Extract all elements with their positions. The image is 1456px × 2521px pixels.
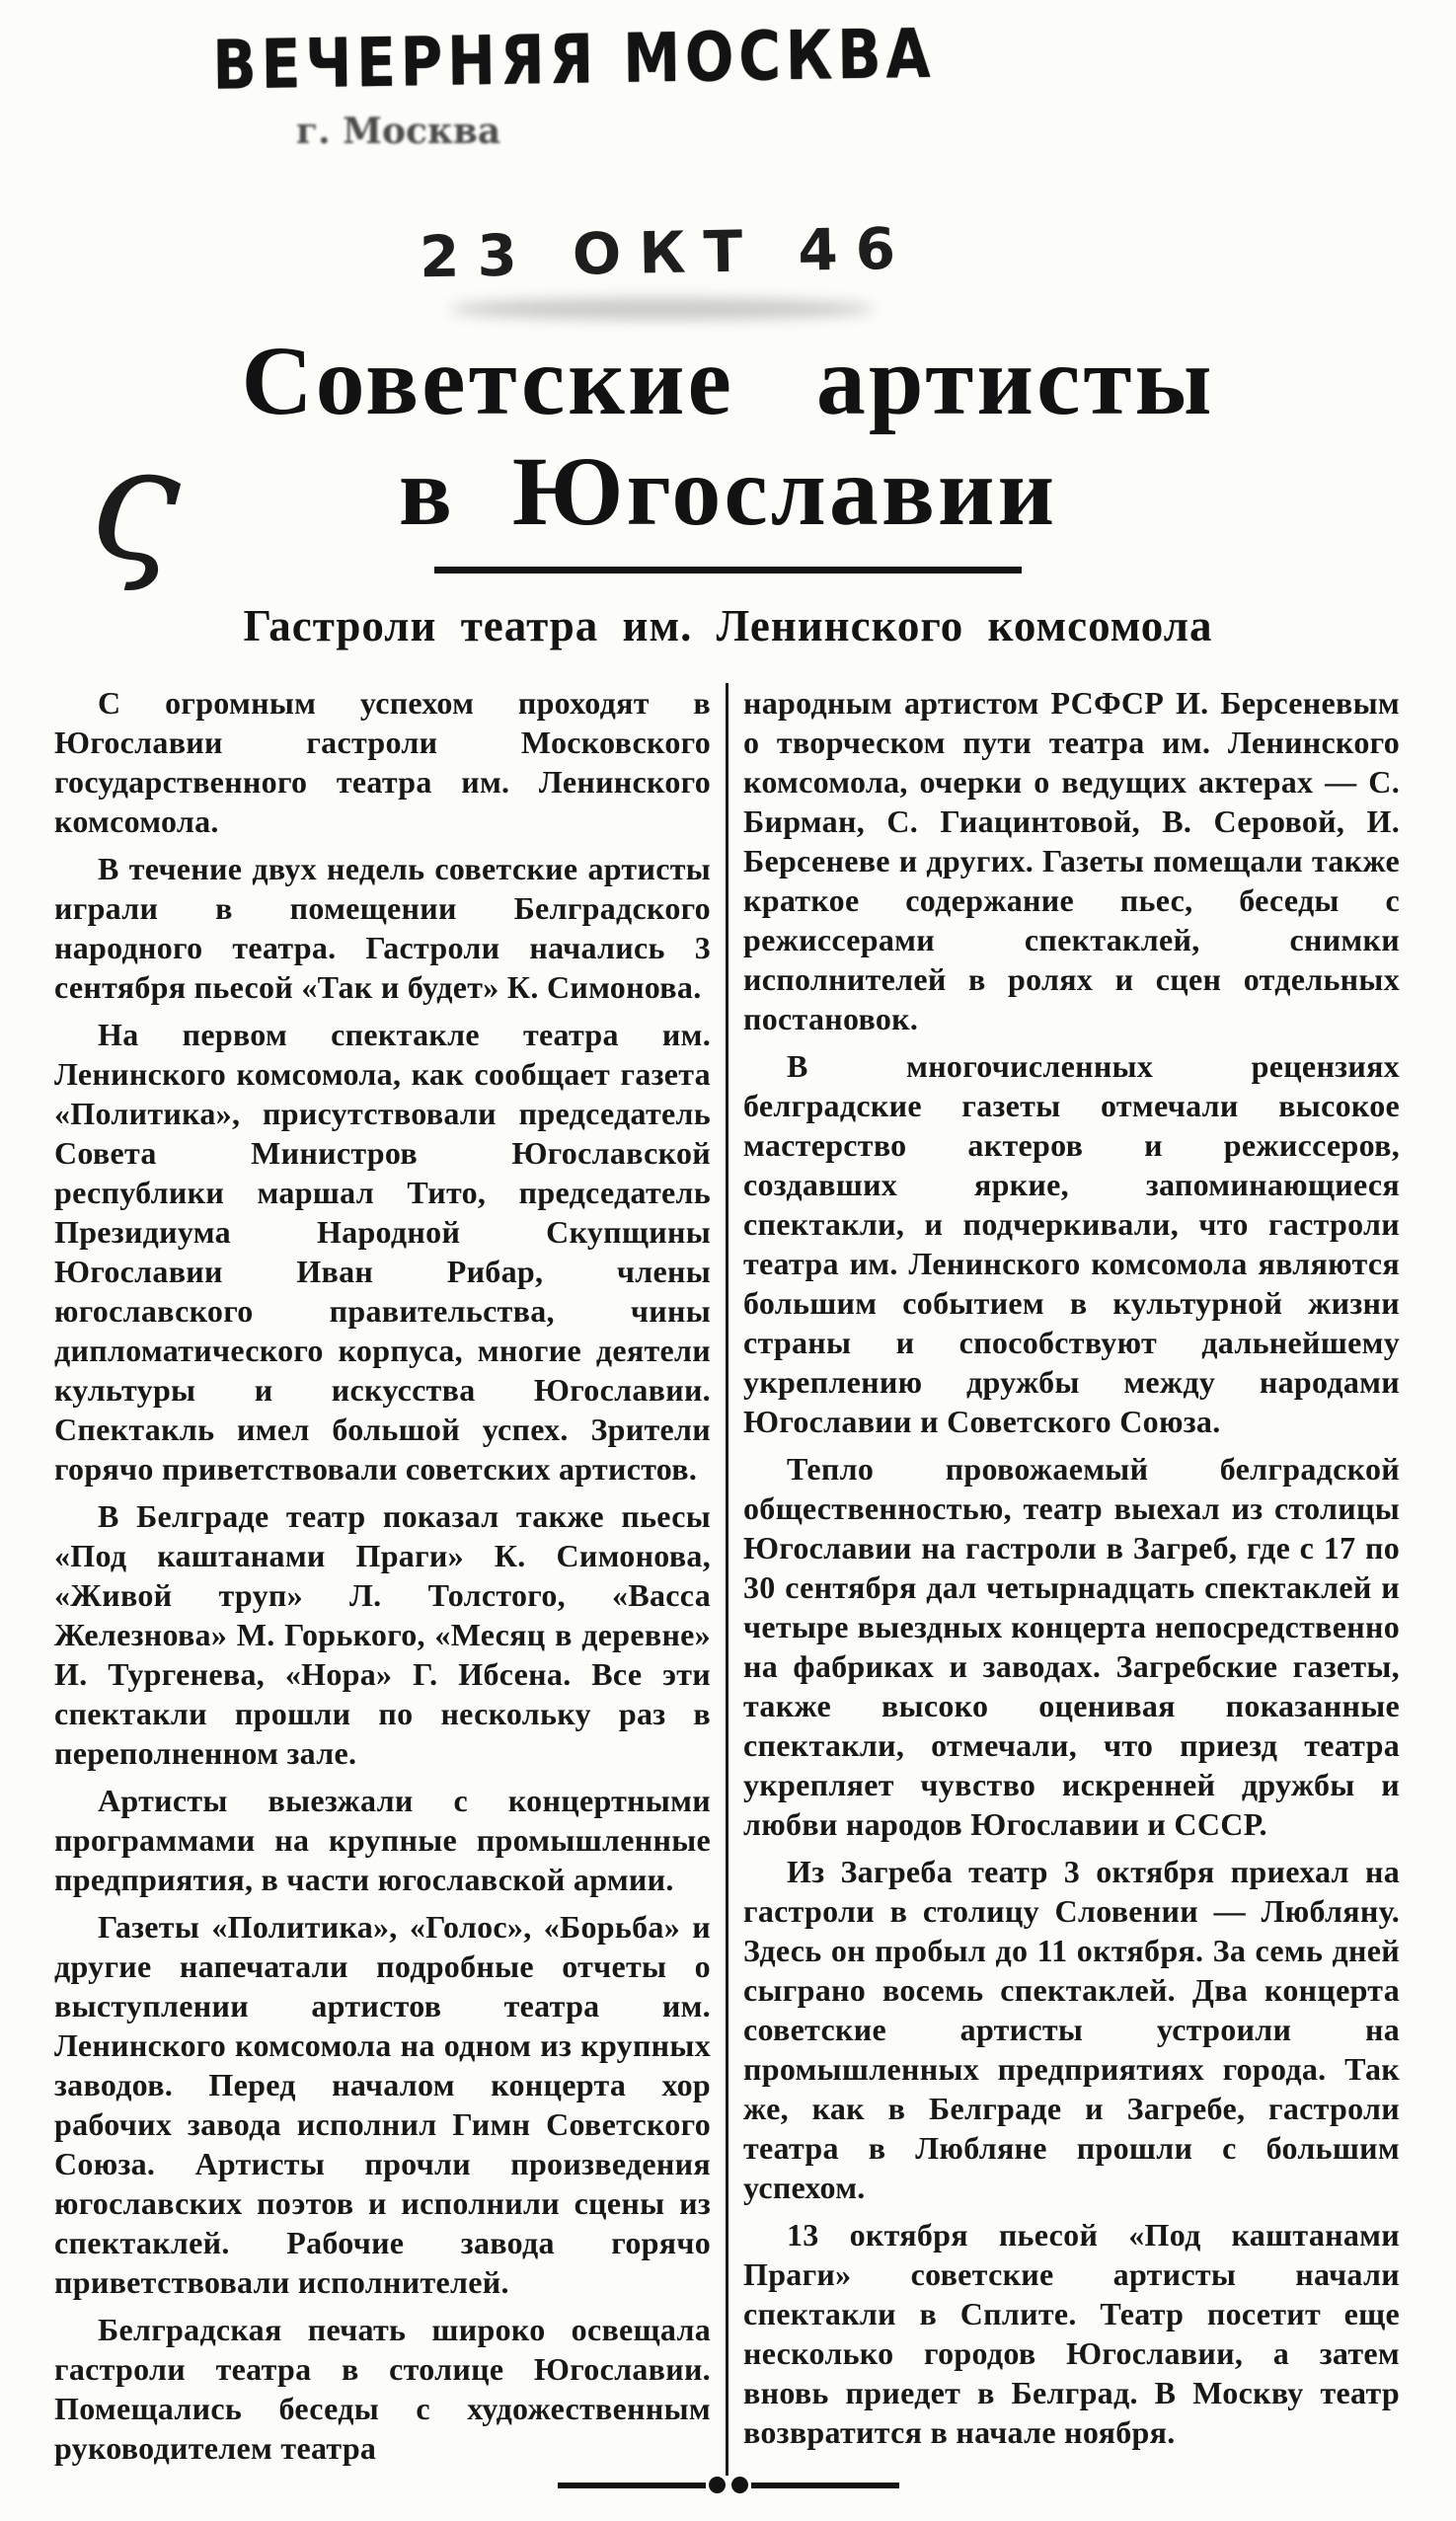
article-paragraph: На первом спектакле театра им. Ленинского комсомола, как сообщает газета «Политика», присутствовали председатель Совета Министров Югославской республики маршал Тито, председатель Президиума Народной Скупщины Югославии Иван Рибар, члены югославского правительства, чины дипломатического корпуса, многие деятели культуры и искусства Югославии. Спектакль имел большой успех. Зрители горячо приветствовали советских артистов. <box>54 1017 711 1487</box>
masthead-city: г. Москва <box>296 111 501 152</box>
ornament-line-icon <box>751 2483 899 2488</box>
article-paragraph: В Белграде театр показал также пьесы «Под каштанами Праги» К. Симонова, «Живой труп» Л. Толстого, «Васса Железнова» М. Горького, «Месяц в деревне» И. Тургенева, «Нора» Г. Ибсена. Все эти спектакли прошли по нескольку раз в переполненном зале. <box>54 1498 711 1771</box>
article-paragraph: Тепло провожаемый белградской общественностью, театр выехал из столицы Югославии на гастроли в Загреб, где с 17 по 30 сентября дал четырнадцать спектаклей и четыре выездных концерта непосредственно на фабриках и заводах. Загребские газеты, также высоко оценивая показанные спектакли, отмечали, что приезд театра укрепляет чувство искренней дружбы и любви народов Югославии и СССР. <box>743 1451 1400 1842</box>
article-paragraph: В многочисленных рецензиях белградские газеты отмечали высокое мастерство актеров и режиссеров, создавших яркие, запоминающиеся спектакли, и подчеркивали, что гастроли театра им. Ленинского комсомола являются большим событием в культурной жизни страны и способствуют дальнейшему укреплению дружбы между народами Югославии и Советского Союза. <box>743 1048 1400 1439</box>
date-stamp: 23 ОКТ 46 <box>419 214 914 291</box>
article-paragraph: С огромным успехом проходят в Югославии гастроли Московского государственного театра им. Ленинского комсомола. <box>54 685 711 839</box>
masthead-title: ВЕЧЕРНЯЯ МОСКВА <box>212 13 936 106</box>
footer-ornament <box>0 2477 1456 2493</box>
ornament-dot-icon <box>709 2477 726 2493</box>
article-body <box>54 683 1402 2476</box>
article-left-column <box>54 683 711 2476</box>
ink-smudge <box>449 298 874 320</box>
article-paragraph: Газеты «Политика», «Голос», «Борьба» и другие напечатали подробные отчеты о выступлении артистов театра им. Ленинского комсомола на одном из крупных заводов. Перед началом концерта хор рабочих завода исполнил Гимн Советского Союза. Артисты прочли произведения югославских поэтов и исполнили сцены из спектаклей. Рабочие завода горячо приветствовали исполнителей. <box>54 1909 711 2300</box>
headline-rule <box>434 567 1022 573</box>
ornament-dot-icon <box>731 2477 748 2493</box>
article-right-column <box>743 683 1400 2476</box>
article-paragraph: Артисты выезжали с концертными программами на крупные промышленные предприятия, в части югославской армии. <box>54 1783 711 1897</box>
article-subhead: Гастроли театра им. Ленинского комсомола <box>243 601 1213 650</box>
column-divider <box>726 683 728 2476</box>
article-paragraph: Из Загреба театр 3 октября приехал на гастроли в столицу Словении — Любляну. Здесь он пробыл до 11 октября. За семь дней сыграно восемь спектаклей. Два концерта советские артисты устроили на промышленных предприятиях города. Так же, как в Белграде и Загребе, гастроли театра в Любляне прошли с большим успехом. <box>743 1854 1400 2205</box>
headline <box>0 326 1456 573</box>
handwritten-mark: ς <box>84 408 187 598</box>
article-paragraph: 13 октября пьесой «Под каштанами Праги» советские артисты начали спектакли в Сплите. Театр посетит еще несколько городов Югославии, а затем вновь приедет в Белград. В Москву театр возвратится в начале ноября. <box>743 2217 1400 2450</box>
article-paragraph: В течение двух недель советские артисты играли в помещении Белградского народного театра. Гастроли начались 3 сентября пьесой «Так и будет» К. Симонова. <box>54 851 711 1005</box>
headline-line-2: в Югославии <box>398 436 1058 546</box>
ornament-line-icon <box>558 2483 706 2488</box>
article-paragraph: народным артистом РСФСР И. Берсеневым о творческом пути театра им. Ленинского комсомола, очерки о ведущих актерах — С. Бирман, С. Гиацинтовой, В. Серовой, И. Берсеневе и других. Газеты помещали также краткое содержание пьес, беседы с режиссерами спектаклей, снимки исполнителей в ролях и сцен отдельных постановок. <box>743 685 1400 1036</box>
article-paragraph: Белградская печать широко освещала гастроли театра в столице Югославии. Помещались беседы с художественным руководителем театра <box>54 2312 711 2466</box>
headline-line-1: Советские артисты <box>241 326 1215 435</box>
